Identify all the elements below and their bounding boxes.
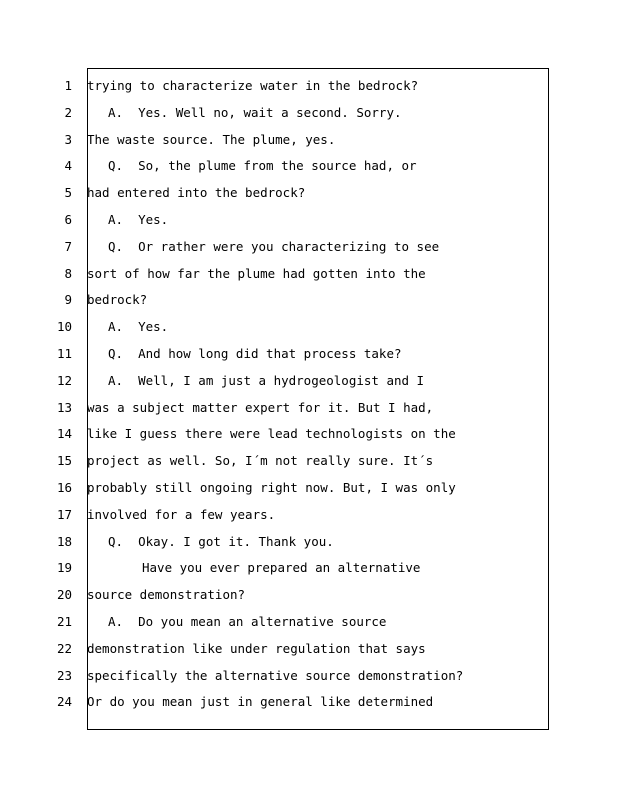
transcript-line	[0, 585, 618, 605]
transcript-line	[0, 424, 618, 444]
transcript-line	[0, 532, 618, 552]
transcript-line	[0, 344, 618, 364]
line-text: demonstration like under regulation that says	[87, 640, 426, 656]
line-number: 15	[56, 453, 72, 469]
line-text: Q. And how long did that process take?	[108, 346, 402, 361]
line-text: like I guess there were lead technologists on the	[87, 426, 456, 442]
transcript-line	[0, 290, 618, 310]
line-text: Q. Or rather were you characterizing to see	[108, 238, 440, 254]
line-number: 6	[64, 212, 72, 227]
transcript-line	[0, 183, 618, 203]
transcript-line	[0, 237, 618, 257]
transcript-line	[0, 398, 618, 418]
line-number: 24	[56, 694, 72, 710]
line-text: sort of how far the plume had gotten into the	[87, 265, 426, 281]
line-text: source demonstration?	[87, 587, 246, 603]
line-text: had entered into the bedrock?	[87, 185, 306, 201]
transcript-line	[0, 666, 618, 686]
transcript-line	[0, 692, 618, 712]
transcript-line	[0, 156, 618, 176]
transcript-line	[0, 558, 618, 578]
line-text: probably still ongoing right now. But, I was only	[87, 480, 456, 495]
transcript-line	[0, 478, 618, 498]
line-text: A. Yes. Well no, wait a second. Sorry.	[108, 104, 402, 120]
transcript-line	[0, 210, 618, 230]
line-number: 19	[56, 560, 72, 576]
transcript-line	[0, 451, 618, 471]
transcript-line	[0, 317, 618, 337]
line-number: 21	[56, 614, 72, 629]
line-number: 20	[56, 587, 72, 603]
line-number: 17	[56, 506, 72, 522]
line-number: 16	[56, 480, 72, 495]
line-number: 10	[56, 319, 72, 335]
line-number: 23	[56, 667, 72, 683]
line-number: 18	[56, 533, 72, 549]
line-text: The waste source. The plume, yes.	[87, 131, 336, 147]
transcript-line	[0, 264, 618, 284]
line-text: A. Yes.	[108, 212, 169, 227]
line-text: A. Do you mean an alternative source	[108, 614, 387, 629]
transcript-line	[0, 130, 618, 150]
line-text: specifically the alternative source demonstration?	[87, 667, 464, 683]
transcript-line	[0, 612, 618, 632]
line-text: Or do you mean just in general like determined	[87, 694, 434, 710]
line-number: 5	[64, 185, 72, 201]
transcript-line	[0, 371, 618, 391]
transcript-line	[0, 103, 618, 123]
line-number: 4	[64, 158, 72, 174]
line-number: 22	[56, 640, 72, 656]
transcript-line	[0, 639, 618, 659]
line-text: A. Yes.	[108, 319, 169, 335]
line-number: 13	[56, 399, 72, 415]
transcript-line	[0, 505, 618, 525]
transcript-line	[0, 76, 618, 96]
line-text: A. Well, I am just a hydrogeologist and I	[108, 372, 425, 388]
line-number: 3	[64, 131, 72, 147]
line-number: 7	[64, 238, 72, 254]
line-text: was a subject matter expert for it. But I had,	[87, 399, 434, 415]
line-text: Have you ever prepared an alternative	[142, 560, 421, 576]
line-number: 11	[56, 346, 72, 361]
line-number: 14	[56, 426, 72, 442]
line-text: trying to characterize water in the bedrock?	[87, 78, 419, 93]
line-number: 12	[56, 372, 72, 388]
line-number: 9	[64, 292, 72, 308]
line-text: project as well. So, I´m not really sure. It´s	[87, 453, 434, 469]
line-number: 1	[64, 78, 72, 93]
line-text: involved for a few years.	[87, 506, 276, 522]
line-text: bedrock?	[87, 292, 148, 308]
line-text: Q. So, the plume from the source had, or	[108, 158, 417, 174]
line-number: 2	[64, 104, 72, 120]
line-text: Q. Okay. I got it. Thank you.	[108, 533, 334, 549]
line-number: 8	[64, 265, 72, 281]
